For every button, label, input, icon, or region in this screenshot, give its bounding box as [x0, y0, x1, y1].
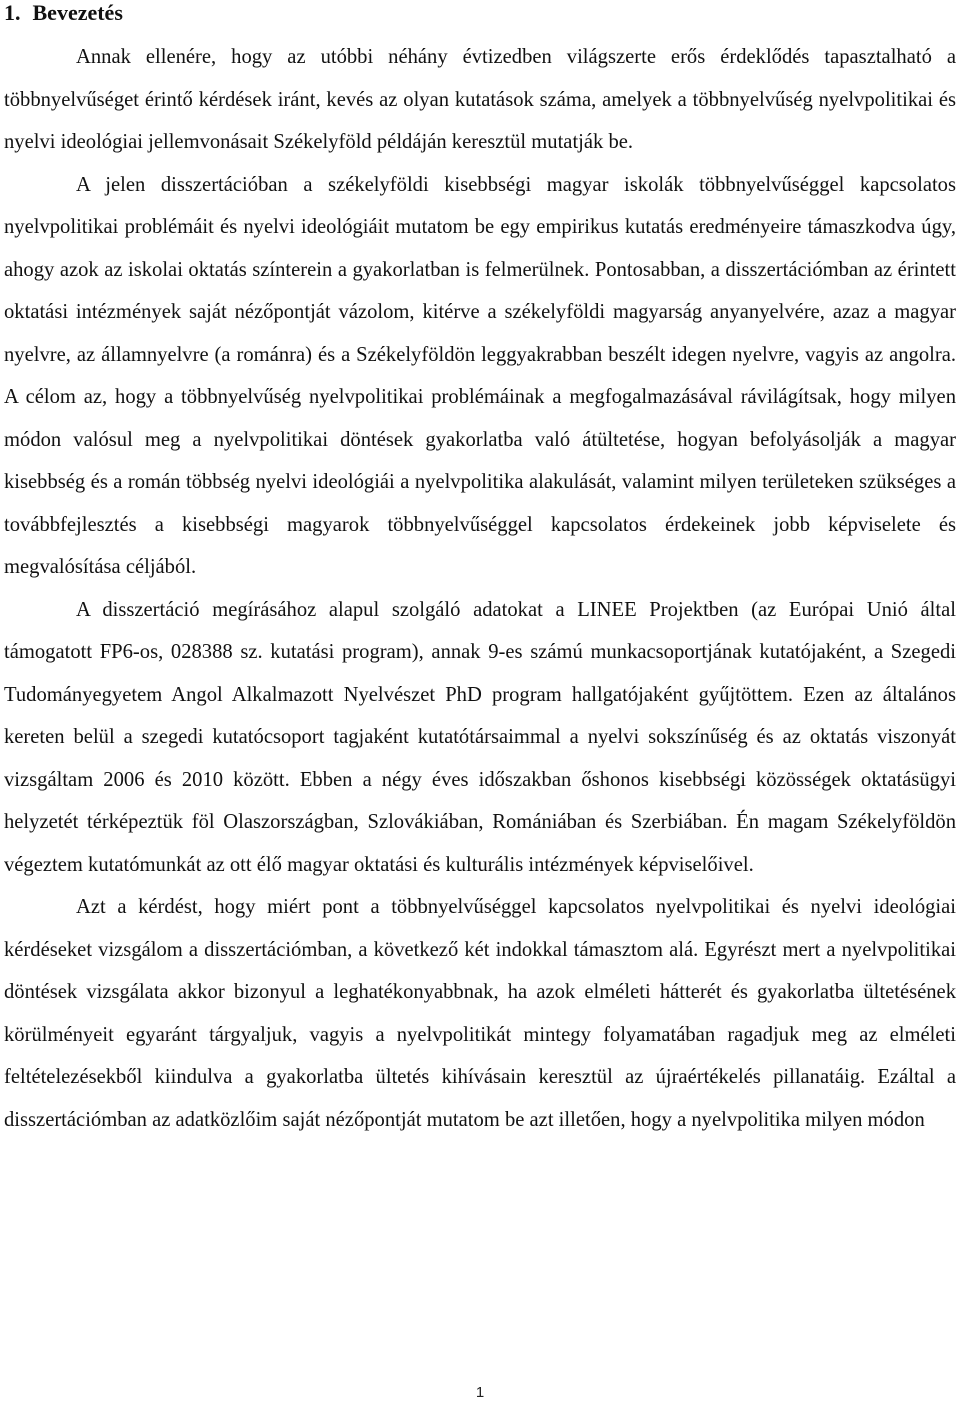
paragraph-3: A disszertáció megírásához alapul szolgáló adatokat a LINEE Projektben (az Európai Unió által támogatott FP6-os, 028388 sz. kutatási program), annak 9-es számú munkacsoportjának kutatójaként, a Szegedi Tudományegyetem Angol Alkalmazott Nyelvészet PhD program hallgatójaként gyűjtöttem. Ezen az általános kereten belül a szegedi kutatócsoport tagjaként kutatótársaimmal a nyelvi sokszínűség és az oktatás viszonyát vizsgáltam 2006 és 2010 között. Ebben a négy éves időszakban őshonos kisebbségi közösségek oktatásügyi helyzetét térképeztük föl Olaszországban, Szlovákiában, Romániában és Szerbiában. Én magam Székelyföldön végeztem kutatómunkát az ott élő magyar oktatási és kulturális intézmények képviselőivel. — [4, 598, 956, 876]
section-number: 1. — [4, 0, 21, 25]
section-title: Bevezetés — [32, 0, 123, 25]
paragraph-2: A jelen disszertációban a székelyföldi kisebbségi magyar iskolák többnyelvűséggel kapcsolatos nyelvpolitikai problémáit és nyelvi ideológiáit mutatom be egy empirikus kutatás eredményeire támaszkodva úgy, ahogy azok az iskolai oktatás színterein a gyakorlatban is felmerülnek. Pontosabban, a disszertációmban az érintett oktatási intézmények saját nézőpontját vázolom, kitérve a székelyföldi magyarság anyanyelvére, azaz a magyar nyelvre, az államnyelvre (a románra) és a Székelyföldön leggyakrabban beszélt idegen nyelvre, vagyis az angolra. A célom az, hogy a többnyelvűség nyelvpolitikai problémáinak a megfogalmazásával rávilágítsak, hogy milyen módon valósul meg a nyelvpolitikai döntések gyakorlatba való átültetése, hogyan befolyásolják a magyar kisebbség és a román többség nyelvi ideológiái a nyelvpolitika alakulását, valamint milyen területeken szükséges a továbbfejlesztés a kisebbségi magyarok többnyelvűséggel kapcsolatos érdekeinek jobb képviselete és megvalósítása céljából. — [4, 173, 956, 578]
body-text — [4, 36, 956, 1141]
page-number: 1 — [475, 1384, 485, 1401]
section-heading — [4, 0, 123, 26]
paragraph-4: Azt a kérdést, hogy miért pont a többnyelvűséggel kapcsolatos nyelvpolitikai és nyelvi ideológiai kérdéseket vizsgálom a disszertációmban, a következő két indokkal támasztom alá. Egyrészt mert a nyelvpolitikai döntések vizsgálata akkor bizonyul a leghatékonyabbnak, ha azok elméleti hátterét és gyakorlatba ültetésének körülményeit egyaránt tárgyaljuk, vagyis a nyelvpolitikát mintegy folyamatában ragadjuk meg az elméleti feltételezésekből kiindulva a gyakorlatba ültetés kihívásain keresztül az újraértékelés pillanatáig. Ezáltal a disszertációmban az adatközlőim saját nézőpontját mutatom be azt illetően, hogy a nyelvpolitika milyen módon — [4, 896, 956, 1131]
paragraph-1: Annak ellenére, hogy az utóbbi néhány évtizedben világszerte erős érdeklődés tapasztalható a többnyelvűséget érintő kérdések iránt, kevés az olyan kutatások száma, amelyek a többnyelvűség nyelvpolitikai és nyelvi ideológiai jellemvonásait Székelyföld példáján keresztül mutatják be. — [4, 46, 956, 153]
